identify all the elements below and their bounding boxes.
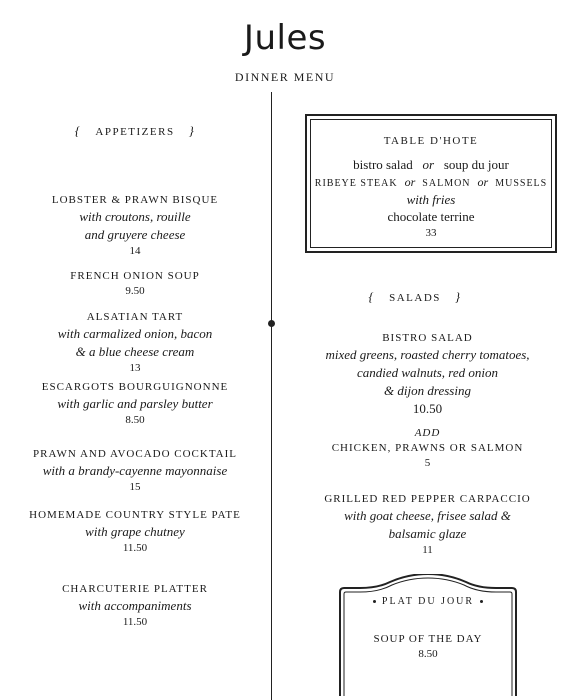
item-name: PRAWN AND AVOCADO COCKTAIL (32, 448, 238, 460)
item-desc: with croutons, rouille (79, 209, 191, 224)
table-dhote-box (305, 114, 557, 253)
item-name: GRILLED RED PEPPER CARPACCIO (324, 493, 531, 505)
add-label: ADD (414, 427, 441, 439)
item-price: 10.50 (412, 401, 443, 416)
plat-du-jour-content (338, 596, 518, 661)
menu-item-prawn-avocado-cocktail (0, 446, 270, 494)
menu-item-french-onion-soup (0, 268, 270, 298)
item-price: 13 (129, 362, 141, 374)
item-price: 15 (129, 481, 141, 493)
item-price: 14 (129, 245, 141, 257)
item-price: 9.50 (125, 285, 145, 297)
table-dhote-title: TABLE D'HOTE (383, 135, 479, 147)
brace-left-icon: { (368, 289, 376, 304)
menu-item-escargots (0, 379, 270, 427)
table-dhote-side: with fries (406, 192, 456, 207)
starter-option: bistro salad (353, 157, 413, 172)
item-desc: mixed greens, roasted cherry tomatoes, (325, 347, 530, 362)
menu-item-alsatian-tart (0, 309, 270, 375)
menu-item-lobster-bisque (0, 192, 270, 258)
item-desc: with a brandy-cayenne mayonnaise (42, 463, 228, 478)
appetizers-heading (0, 123, 270, 139)
item-name: CHICKEN, PRAWNS OR SALMON (331, 442, 524, 454)
item-price: 11.50 (122, 542, 148, 554)
starter-option: soup du jour (443, 157, 509, 172)
item-price: 8.50 (418, 648, 438, 660)
table-dhote-content (307, 134, 555, 240)
brace-left-icon: { (74, 123, 82, 138)
brace-right-icon: } (188, 123, 196, 138)
main-option: MUSSELS (495, 178, 548, 189)
column-divider (271, 92, 272, 700)
plat-du-jour-title-label: PLAT DU JOUR (381, 596, 475, 607)
item-name: FRENCH ONION SOUP (70, 270, 200, 282)
main-option: RIBEYE STEAK (314, 178, 398, 189)
restaurant-logo: Jules (243, 18, 327, 58)
item-desc: balsamic glaze (388, 526, 467, 541)
table-dhote-mains (307, 174, 555, 192)
item-name: HOMEMADE COUNTRY STYLE PATE (29, 509, 241, 521)
table-dhote-price: 33 (425, 227, 437, 239)
menu-item-bistro-salad (285, 330, 570, 418)
dot-ornament-icon (373, 600, 376, 603)
item-price: 8.50 (125, 414, 145, 426)
item-name: BISTRO SALAD (382, 332, 473, 344)
item-price: 5 (424, 457, 431, 469)
main-option: SALMON (422, 178, 471, 189)
dot-ornament-icon (480, 600, 483, 603)
table-dhote-dessert: chocolate terrine (387, 209, 475, 224)
table-dhote-starters (307, 156, 555, 174)
item-name: ALSATIAN TART (86, 311, 184, 323)
item-desc: with garlic and parsley butter (57, 396, 213, 411)
item-desc: & dijon dressing (384, 383, 471, 398)
item-desc: with carmalized onion, bacon (57, 326, 213, 341)
item-desc: with goat cheese, frisee salad & (344, 508, 511, 523)
or-separator: or (477, 175, 489, 189)
item-name: LOBSTER & PRAWN BISQUE (51, 194, 219, 206)
plat-du-jour-title (338, 596, 518, 607)
salads-heading (285, 289, 545, 305)
menu-item-red-pepper-carpaccio (285, 491, 570, 557)
or-separator: or (422, 157, 435, 172)
item-desc: candied walnuts, red onion (356, 365, 499, 380)
item-desc: with accompaniments (78, 598, 192, 613)
item-desc: with grape chutney (85, 524, 185, 539)
item-price: 11.50 (122, 616, 148, 628)
item-desc: & a blue cheese cream (75, 344, 195, 359)
menu-item-country-pate (0, 507, 270, 555)
item-desc: and gruyere cheese (84, 227, 186, 242)
menu-item-charcuterie-platter (0, 581, 270, 629)
menu-item-add-protein (285, 426, 570, 470)
brace-right-icon: } (454, 289, 462, 304)
or-separator: or (404, 175, 416, 189)
appetizers-heading-label: APPETIZERS (95, 126, 175, 138)
item-name: ESCARGOTS BOURGUIGNONNE (41, 381, 229, 393)
item-price: 11 (422, 544, 433, 556)
menu-title: DINNER MENU (234, 70, 336, 84)
menu-item-soup-of-the-day (338, 631, 518, 661)
item-name: CHARCUTERIE PLATTER (62, 583, 208, 595)
item-name: SOUP OF THE DAY (373, 633, 483, 645)
salads-heading-label: SALADS (389, 292, 441, 304)
